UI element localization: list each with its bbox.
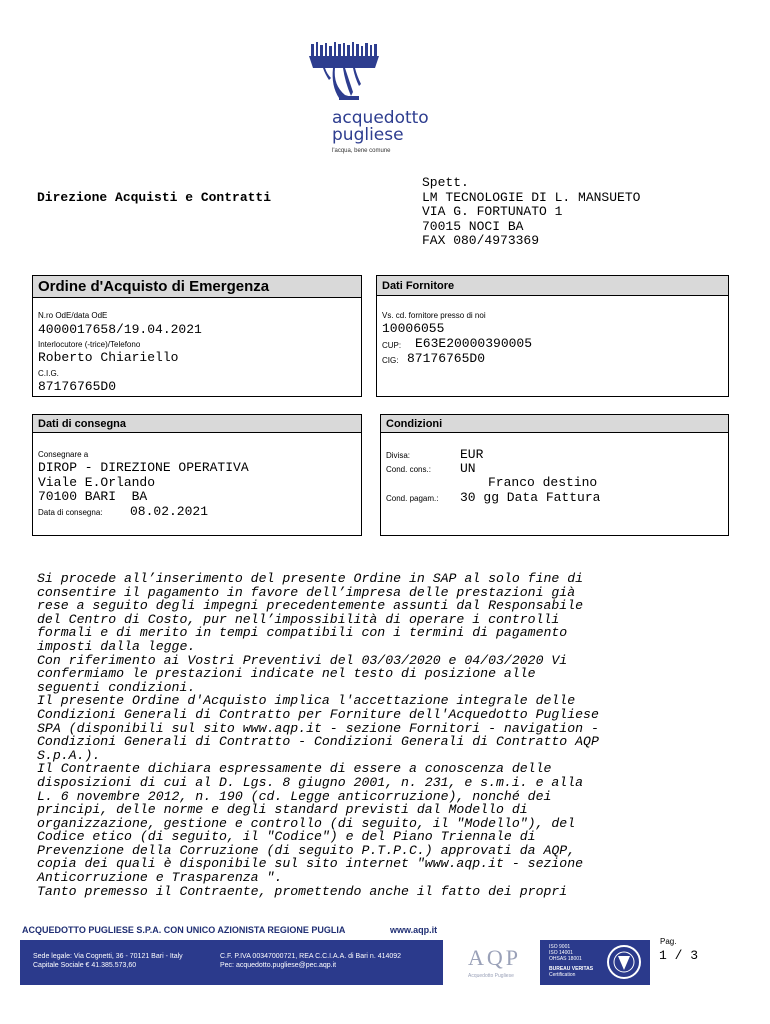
- company-logo: [305, 40, 455, 165]
- tree-logo-icon: [305, 40, 455, 110]
- aqp-letters: AQP: [468, 945, 522, 970]
- delivery-box: [32, 414, 362, 536]
- body-line: Codice etico (di seguito, il "Codice") e del Piano Triennale di: [37, 829, 536, 845]
- aqp-subtitle: Acquedotto Pugliese: [468, 973, 514, 979]
- delivery-line: Viale E.Orlando: [38, 475, 156, 490]
- currency-value: EUR: [460, 447, 484, 462]
- body-line: confermiamo le prestazioni indicate nel testo di posizione alle: [37, 666, 536, 682]
- body-line: organizzazione, gestione e controllo (di seguito, il "Modello"), del: [37, 815, 576, 831]
- body-line: imposti dalla legge.: [37, 638, 196, 654]
- supplier-box-title: Dati Fornitore: [377, 276, 728, 296]
- footer-fiscal1: C.F. P.IVA 00347000721, REA C.C.I.A.A. di Bari n. 414092: [220, 953, 402, 960]
- body-line: del Centro di Costo, pur nell’impossibilità di operare i controlli: [37, 611, 560, 627]
- page-label: Pag.: [660, 937, 677, 946]
- cup-label: CUP:: [382, 341, 402, 350]
- cig-value: 87176765D0: [38, 379, 117, 394]
- contact-value: Roberto Chiariello: [38, 350, 179, 365]
- cert-line: ISO 14001: [549, 950, 573, 956]
- delivery-terms-value: UN: [460, 461, 476, 476]
- body-line: copia dei quali è disponibile sul sito internet "www.aqp.it - sezione: [37, 856, 584, 872]
- recipient-line: Spett.: [422, 175, 469, 190]
- cert-line: BUREAU VERITAS: [549, 966, 594, 972]
- cert-line: OHSAS 18001: [549, 956, 582, 962]
- department-title: Direzione Acquisti e Contratti: [37, 190, 272, 205]
- body-line: Prevenzione della Corruzione (di seguito P.T.P.C.) approvati da AQP,: [37, 842, 576, 858]
- body-line: seguenti condizioni.: [37, 679, 196, 695]
- delivery-line: 70100 BARI BA: [38, 489, 148, 504]
- order-number-value: 4000017658/19.04.2021: [38, 322, 202, 337]
- body-line: Condizioni Generali di Contratto - Condizioni Generali di Contratto AQP: [37, 734, 599, 750]
- logo-text-line2: pugliese: [332, 125, 404, 145]
- delivery-date-label: Data di consegna:: [38, 508, 103, 517]
- cert-line: ISO 9001: [549, 944, 571, 950]
- body-line: Si procede all’inserimento del presente Ordine in SAP al solo fine di: [37, 571, 584, 586]
- body-line: Il Contraente dichiara espressamente di essere a conoscenza delle: [37, 761, 552, 777]
- deliver-to-label: Consegnare a: [38, 450, 89, 459]
- recipient-line: VIA G. FORTUNATO 1: [422, 204, 563, 219]
- delivery-line: DIROP - DIREZIONE OPERATIVA: [38, 460, 249, 475]
- body-line: principi, delle norme e degli standard previsti dal Modello di: [37, 802, 528, 818]
- delivery-date-value: 08.02.2021: [130, 504, 209, 519]
- body-line: Il presente Ordine d'Acquisto implica l'accettazione integrale delle: [37, 693, 576, 709]
- delivery-terms-label: Cond. cons.:: [386, 465, 431, 474]
- delivery-box-title: Dati di consegna: [33, 415, 361, 433]
- body-line: S.p.A.).: [37, 747, 101, 763]
- body-line: formali e di merito in tempi compatibili con i termini di pagamento: [37, 625, 568, 641]
- footer-company: ACQUEDOTTO PUGLIESE S.P.A. CON UNICO AZIONISTA REGIONE PUGLIA: [22, 925, 346, 935]
- cup-value: E63E20000390005: [415, 336, 533, 351]
- cig-label: C.I.G.: [38, 369, 59, 378]
- footer-fiscal2: Pec: acquedotto.pugliese@pec.aqp.it: [220, 962, 337, 969]
- body-line: Tanto premesso il Contraente, promettendo anche il fatto dei propri: [37, 883, 568, 899]
- footer-address1: Sede legale: Via Cognetti, 36 - 70121 Bari - Italy: [33, 953, 183, 960]
- certification-seal-icon: [606, 944, 642, 980]
- certification-badge: [540, 940, 650, 985]
- recipient-line: FAX 080/4973369: [422, 233, 540, 248]
- body-line: SPA (disponibili sul sito www.aqp.it - sezione Fornitori - navigation -: [37, 720, 599, 736]
- body-line: Condizioni Generali di Contratto per Forniture dell'Acquedotto Pugliese: [37, 706, 599, 722]
- conditions-box: [380, 414, 729, 536]
- footer-website: www.aqp.it: [390, 925, 438, 935]
- cert-line: Certification: [549, 972, 576, 978]
- body-line: Anticorruzione e Trasparenza ".: [37, 870, 283, 886]
- body-line: rese a seguito degli impegni precedentemente assunti dal Responsabile: [37, 598, 584, 614]
- order-number-label: N.ro OdE/data OdE: [38, 311, 108, 320]
- aqp-mark: [448, 940, 533, 985]
- page-footer: [20, 925, 640, 985]
- footer-legal-band: [20, 940, 443, 985]
- supplier-code-value: 10006055: [382, 321, 445, 336]
- recipient-address: [422, 176, 640, 249]
- recipient-line: 70015 NOCI BA: [422, 218, 524, 234]
- recipient-line: LM TECNOLOGIE DI L. MANSUETO: [422, 189, 641, 205]
- payment-terms-label: Cond. pagam.:: [386, 494, 439, 503]
- logo-tagline: l'acqua, bene comune: [332, 148, 391, 154]
- order-box: [32, 275, 362, 397]
- payment-terms-value: 30 gg Data Fattura: [460, 490, 601, 505]
- supplier-code-label: Vs. cd. fornitore presso di noi: [382, 311, 486, 320]
- page-number: 1 / 3: [659, 948, 699, 963]
- supplier-cig-label: CIG:: [382, 356, 399, 365]
- supplier-cig-value: 87176765D0: [407, 351, 486, 366]
- conditions-box-title: Condizioni: [381, 415, 728, 433]
- contact-label: Interlocutore (-trice)/Telefono: [38, 340, 141, 349]
- footer-address2: Capitale Sociale € 41.385.573,60: [33, 962, 137, 969]
- body-line: L. 6 novembre 2012, n. 190 (cd. Legge anticorruzione), nonché dei: [37, 788, 552, 804]
- body-line: Con riferimento ai Vostri Preventivi del 03/03/2020 e 04/03/2020 Vi: [37, 652, 568, 668]
- currency-label: Divisa:: [386, 451, 411, 460]
- order-body-text: [37, 572, 737, 898]
- order-box-title: Ordine d'Acquisto di Emergenza: [33, 276, 361, 298]
- body-line: disposizioni di cui al D. Lgs. 8 giugno 2001, n. 231, e s.m.i. e alla: [37, 774, 584, 790]
- logo-text-line1: acquedotto: [332, 108, 429, 128]
- delivery-terms-value2: Franco destino: [488, 475, 598, 490]
- body-line: consentire il pagamento in favore dell’impresa delle prestazioni già: [37, 584, 576, 600]
- supplier-box: [376, 275, 729, 397]
